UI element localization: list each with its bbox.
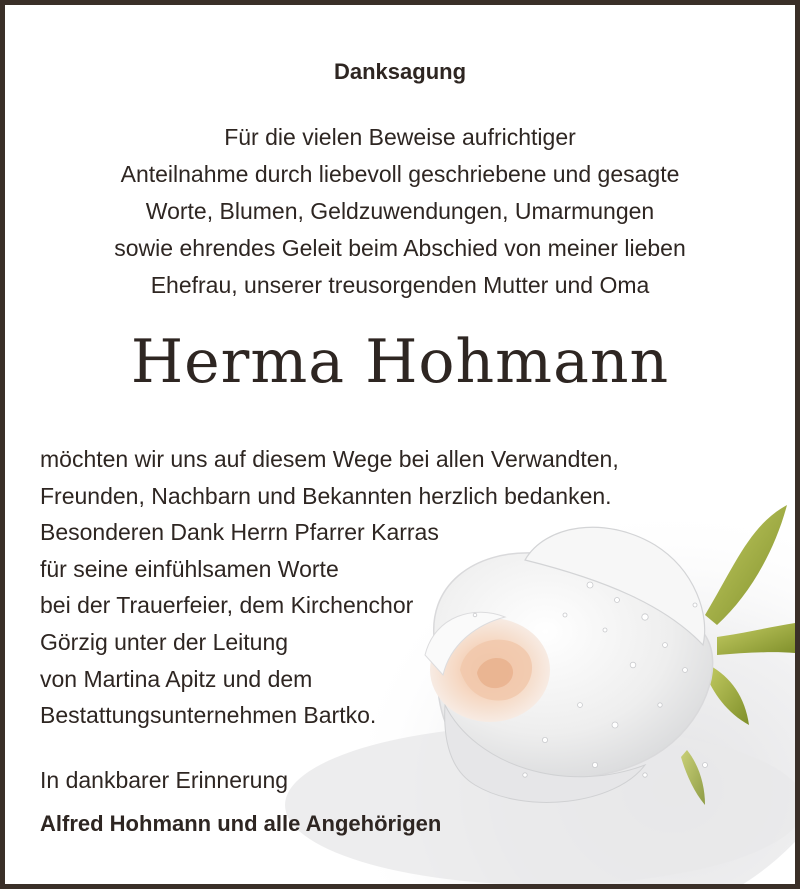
intro-line: Anteilnahme durch liebevoll geschriebene und gesagte	[120, 161, 680, 187]
closing-phrase: In dankbarer Erinnerung	[40, 767, 289, 793]
thanks-line: Görzig unter der Leitung	[40, 628, 289, 655]
thanks-line: für seine einfühlsamen Worte	[40, 555, 339, 582]
deceased-name: Herma Hohmann	[130, 327, 670, 397]
thanks-line: bei der Trauerfeier, dem Kirchenchor	[40, 592, 414, 619]
thanks-line: Bestattungsunternehmen Bartko.	[40, 702, 377, 729]
thanks-line: Besonderen Dank Herrn Pfarrer Karras	[40, 519, 439, 546]
thanks-line: Freunden, Nachbarn und Bekannten herzlich bedanken.	[40, 482, 612, 509]
intro-line: sowie ehrendes Geleit beim Abschied von meiner lieben	[114, 235, 686, 261]
intro-line: Worte, Blumen, Geldzuwendungen, Umarmungen	[145, 198, 655, 224]
intro-paragraph	[5, 119, 795, 304]
intro-line: Für die vielen Beweise aufrichtiger	[224, 124, 576, 150]
notice-heading: Danksagung	[333, 59, 467, 84]
signature: Alfred Hohmann und alle Angehörigen	[40, 811, 442, 836]
thanks-line: von Martina Apitz und dem	[40, 665, 313, 692]
thanks-paragraph	[40, 441, 619, 734]
intro-line: Ehefrau, unserer treusorgenden Mutter und Oma	[150, 272, 650, 298]
thanks-line: möchten wir uns auf diesem Wege bei allen Verwandten,	[40, 446, 619, 472]
